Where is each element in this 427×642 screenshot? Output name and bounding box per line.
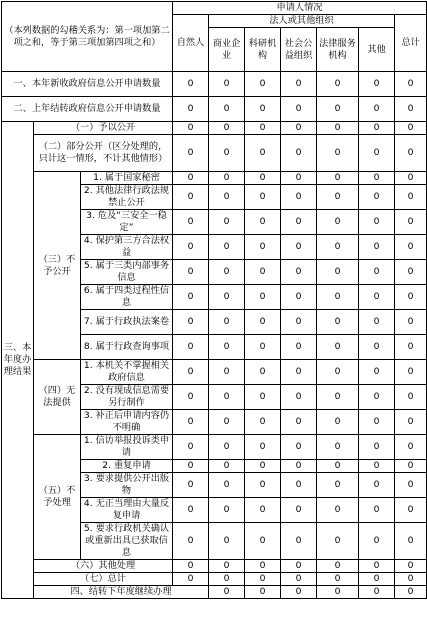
header-other: 其他 — [359, 28, 395, 72]
table-row — [2, 586, 427, 599]
header-total: 总计 — [395, 15, 427, 72]
value-cell: 0 — [359, 360, 395, 385]
value-cell: 0 — [173, 172, 209, 185]
table-row — [2, 172, 427, 185]
value-cell: 0 — [173, 122, 209, 135]
value-cell: 0 — [245, 460, 281, 473]
value-cell: 0 — [359, 460, 395, 473]
value-cell: 0 — [317, 498, 359, 523]
value-cell: 0 — [245, 97, 281, 122]
group-label-not-processed: （五）不予处理 — [34, 435, 81, 560]
value-cell: 0 — [281, 410, 317, 435]
value-cell: 0 — [317, 122, 359, 135]
value-cell: 0 — [209, 385, 245, 410]
value-cell: 0 — [317, 260, 359, 285]
value-cell: 0 — [209, 72, 245, 97]
value-cell: 0 — [395, 135, 427, 172]
value-cell: 0 — [245, 360, 281, 385]
table-row — [2, 135, 427, 172]
value-cell: 0 — [173, 435, 209, 460]
value-cell: 0 — [317, 285, 359, 310]
value-cell: 0 — [359, 560, 395, 573]
value-cell: 0 — [173, 473, 209, 498]
value-cell: 0 — [209, 410, 245, 435]
value-cell: 0 — [395, 385, 427, 410]
value-cell: 0 — [209, 435, 245, 460]
value-cell: 0 — [359, 586, 395, 599]
row-label: 2. 其他法律行政法规禁止公开 — [81, 185, 173, 210]
value-cell: 0 — [395, 473, 427, 498]
value-cell: 0 — [359, 172, 395, 185]
table-row — [2, 122, 427, 135]
value-cell: 0 — [317, 473, 359, 498]
value-cell: 0 — [359, 410, 395, 435]
value-cell: 0 — [245, 573, 281, 586]
value-cell: 0 — [317, 360, 359, 385]
value-cell: 0 — [281, 586, 317, 599]
value-cell: 0 — [359, 260, 395, 285]
value-cell: 0 — [317, 72, 359, 97]
group-label-results: 三、本年度办理结果 — [2, 122, 34, 599]
row-label: 4. 保护第三方合法权益 — [81, 235, 173, 260]
value-cell: 0 — [209, 310, 245, 335]
value-cell: 0 — [245, 210, 281, 235]
value-cell: 0 — [395, 97, 427, 122]
value-cell: 0 — [245, 135, 281, 172]
value-cell: 0 — [209, 586, 245, 599]
row-label: 3. 危及“三安全一稳定” — [81, 210, 173, 235]
value-cell: 0 — [173, 335, 209, 360]
value-cell: 0 — [359, 473, 395, 498]
value-cell: 0 — [281, 185, 317, 210]
value-cell: 0 — [317, 586, 359, 599]
value-cell: 0 — [281, 498, 317, 523]
value-cell: 0 — [209, 285, 245, 310]
value-cell: 0 — [359, 498, 395, 523]
value-cell: 0 — [395, 560, 427, 573]
header-legal-group: 法人或其他组织 — [209, 15, 395, 28]
value-cell: 0 — [359, 285, 395, 310]
value-cell: 0 — [395, 523, 427, 560]
value-cell: 0 — [173, 72, 209, 97]
value-cell: 0 — [395, 285, 427, 310]
value-cell: 0 — [395, 498, 427, 523]
value-cell: 0 — [281, 473, 317, 498]
value-cell: 0 — [281, 235, 317, 260]
value-cell: 0 — [209, 523, 245, 560]
value-cell: 0 — [359, 310, 395, 335]
value-cell: 0 — [281, 523, 317, 560]
value-cell: 0 — [209, 260, 245, 285]
row-label: 四、结转下年度继续办理 — [34, 586, 209, 599]
value-cell: 0 — [359, 135, 395, 172]
value-cell: 0 — [245, 72, 281, 97]
value-cell: 0 — [209, 135, 245, 172]
value-cell: 0 — [281, 573, 317, 586]
row-label: 8. 属于行政查询事项 — [81, 335, 173, 360]
row-label: （六）其他处理 — [34, 560, 173, 573]
value-cell: 0 — [317, 185, 359, 210]
value-cell: 0 — [281, 72, 317, 97]
value-cell: 0 — [209, 335, 245, 360]
row-label: （一）予以公开 — [34, 122, 173, 135]
row-label: 1. 本机关不掌握相关政府信息 — [81, 360, 173, 385]
value-cell: 0 — [173, 460, 209, 473]
header-social: 社会公益组织 — [281, 28, 317, 72]
value-cell: 0 — [245, 235, 281, 260]
value-cell: 0 — [359, 185, 395, 210]
value-cell: 0 — [359, 573, 395, 586]
value-cell: 0 — [173, 135, 209, 172]
table-row — [2, 435, 427, 460]
value-cell: 0 — [209, 122, 245, 135]
value-cell: 0 — [281, 335, 317, 360]
row-label: 2. 重复申请 — [81, 460, 173, 473]
value-cell: 0 — [245, 172, 281, 185]
value-cell: 0 — [281, 260, 317, 285]
table-row — [2, 573, 427, 586]
value-cell: 0 — [173, 185, 209, 210]
value-cell: 0 — [281, 210, 317, 235]
value-cell: 0 — [317, 172, 359, 185]
row-label: 4. 无正当理由大量反复申请 — [81, 498, 173, 523]
value-cell: 0 — [245, 122, 281, 135]
value-cell: 0 — [245, 310, 281, 335]
value-cell: 0 — [281, 360, 317, 385]
value-cell: 0 — [317, 135, 359, 172]
row-label: 5. 属于三类内部事务信息 — [81, 260, 173, 285]
value-cell: 0 — [245, 285, 281, 310]
header-legal-service: 法律服务机构 — [317, 28, 359, 72]
header-commercial: 商业企业 — [209, 28, 245, 72]
value-cell: 0 — [395, 460, 427, 473]
value-cell: 0 — [245, 335, 281, 360]
value-cell: 0 — [209, 498, 245, 523]
value-cell: 0 — [281, 560, 317, 573]
value-cell: 0 — [173, 410, 209, 435]
value-cell: 0 — [281, 285, 317, 310]
value-cell: 0 — [209, 235, 245, 260]
value-cell: 0 — [173, 560, 209, 573]
value-cell: 0 — [395, 185, 427, 210]
value-cell: 0 — [317, 310, 359, 335]
value-cell: 0 — [317, 97, 359, 122]
value-cell: 0 — [245, 586, 281, 599]
value-cell: 0 — [209, 460, 245, 473]
value-cell: 0 — [395, 360, 427, 385]
value-cell: 0 — [209, 210, 245, 235]
value-cell: 0 — [395, 435, 427, 460]
value-cell: 0 — [317, 435, 359, 460]
value-cell: 0 — [281, 135, 317, 172]
value-cell: 0 — [173, 97, 209, 122]
value-cell: 0 — [173, 235, 209, 260]
value-cell: 0 — [317, 385, 359, 410]
value-cell: 0 — [173, 360, 209, 385]
value-cell: 0 — [395, 410, 427, 435]
value-cell: 0 — [359, 235, 395, 260]
value-cell: 0 — [209, 573, 245, 586]
header-research: 科研机构 — [245, 28, 281, 72]
value-cell: 0 — [359, 335, 395, 360]
row-label: 二、上年结转政府信息公开申请数量 — [2, 97, 173, 122]
group-label-withheld: （三）不予公开 — [34, 172, 81, 360]
value-cell: 0 — [245, 435, 281, 460]
value-cell: 0 — [245, 260, 281, 285]
value-cell: 0 — [317, 460, 359, 473]
value-cell: 0 — [317, 210, 359, 235]
value-cell: 0 — [173, 210, 209, 235]
value-cell: 0 — [209, 360, 245, 385]
value-cell: 0 — [245, 385, 281, 410]
row-label: 2. 没有现成信息需要另行制作 — [81, 385, 173, 410]
value-cell: 0 — [173, 285, 209, 310]
group-label-unavailable: （四）无法提供 — [34, 360, 81, 435]
value-cell: 0 — [395, 72, 427, 97]
value-cell: 0 — [317, 410, 359, 435]
value-cell: 0 — [395, 210, 427, 235]
value-cell: 0 — [209, 172, 245, 185]
header-note: （本列数据的勾稽关系为：第一项加第二项之和，等于第三项加第四项之和） — [2, 2, 173, 72]
value-cell: 0 — [359, 122, 395, 135]
row-label: 1. 属于国家秘密 — [81, 172, 173, 185]
value-cell: 0 — [359, 385, 395, 410]
value-cell: 0 — [317, 335, 359, 360]
row-label: 5. 要求行政机关确认或重新出具已获取信息 — [81, 523, 173, 560]
value-cell: 0 — [281, 97, 317, 122]
value-cell: 0 — [245, 473, 281, 498]
value-cell: 0 — [281, 310, 317, 335]
value-cell: 0 — [395, 586, 427, 599]
value-cell: 0 — [209, 560, 245, 573]
row-label: （二）部分公开（区分处理的，只计这一情形，不计其他情形） — [34, 135, 173, 172]
value-cell: 0 — [317, 573, 359, 586]
value-cell: 0 — [317, 523, 359, 560]
value-cell: 0 — [245, 498, 281, 523]
row-label: 一、本年新收政府信息公开申请数量 — [2, 72, 173, 97]
value-cell: 0 — [395, 172, 427, 185]
value-cell: 0 — [281, 385, 317, 410]
value-cell: 0 — [395, 260, 427, 285]
value-cell: 0 — [395, 235, 427, 260]
value-cell: 0 — [173, 310, 209, 335]
row-label: 3. 要求提供公开出版物 — [81, 473, 173, 498]
value-cell: 0 — [395, 122, 427, 135]
value-cell: 0 — [173, 573, 209, 586]
value-cell: 0 — [317, 235, 359, 260]
value-cell: 0 — [245, 410, 281, 435]
value-cell: 0 — [173, 498, 209, 523]
table-row — [2, 560, 427, 573]
value-cell: 0 — [281, 122, 317, 135]
value-cell: 0 — [245, 560, 281, 573]
value-cell: 0 — [173, 385, 209, 410]
value-cell: 0 — [395, 335, 427, 360]
table-row — [2, 97, 427, 122]
header-applicant: 申请人情况 — [173, 2, 427, 15]
row-label: 3. 补正后申请内容仍不明确 — [81, 410, 173, 435]
value-cell: 0 — [359, 210, 395, 235]
header-natural: 自然人 — [173, 15, 209, 72]
table-row — [2, 360, 427, 385]
row-label: （七）总计 — [34, 573, 173, 586]
value-cell: 0 — [245, 523, 281, 560]
value-cell: 0 — [395, 310, 427, 335]
value-cell: 0 — [395, 573, 427, 586]
value-cell: 0 — [245, 185, 281, 210]
value-cell: 0 — [359, 523, 395, 560]
value-cell: 0 — [209, 97, 245, 122]
value-cell: 0 — [173, 523, 209, 560]
value-cell: 0 — [281, 172, 317, 185]
value-cell: 0 — [281, 435, 317, 460]
value-cell: 0 — [317, 560, 359, 573]
value-cell: 0 — [173, 260, 209, 285]
value-cell: 0 — [359, 97, 395, 122]
value-cell: 0 — [209, 185, 245, 210]
value-cell: 0 — [209, 473, 245, 498]
value-cell: 0 — [359, 72, 395, 97]
row-label: 7. 属于行政执法案卷 — [81, 310, 173, 335]
value-cell: 0 — [281, 460, 317, 473]
row-label: 1. 信访举报投诉类申请 — [81, 435, 173, 460]
disclosure-table — [1, 1, 427, 599]
row-label: 6. 属于四类过程性信息 — [81, 285, 173, 310]
table-row — [2, 72, 427, 97]
value-cell: 0 — [359, 435, 395, 460]
